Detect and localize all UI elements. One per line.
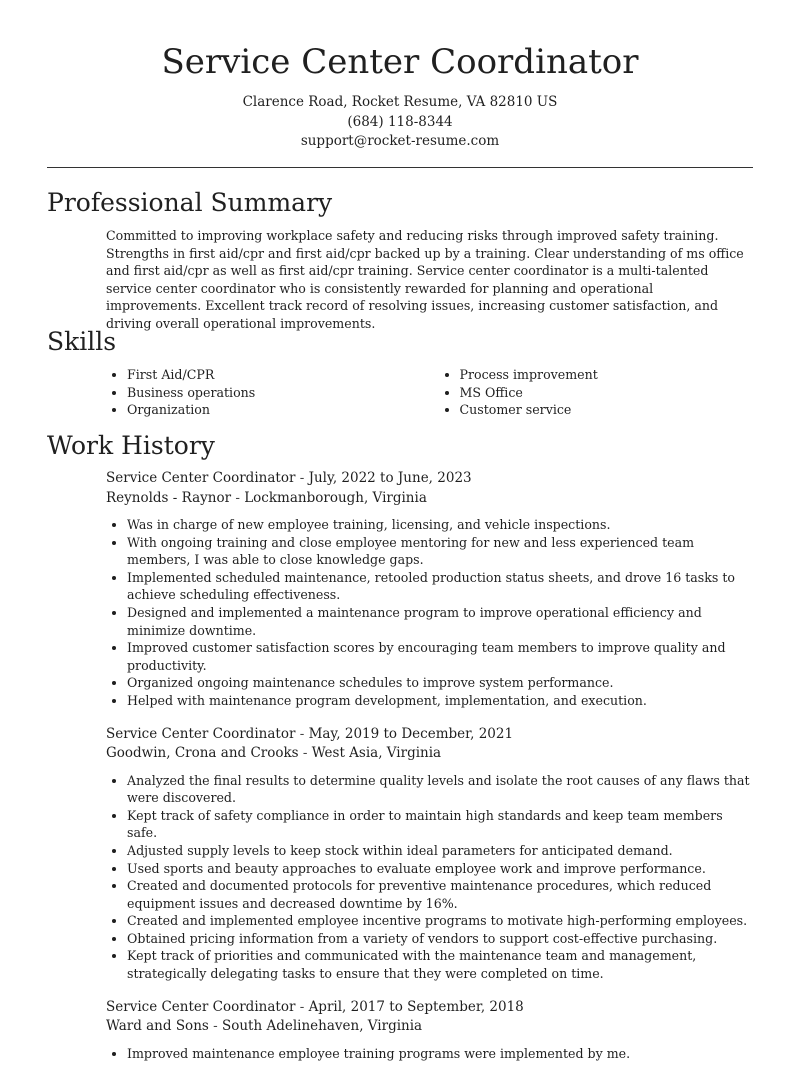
job-title: Service Center Coordinator xyxy=(106,470,296,486)
job-bullets xyxy=(106,1045,751,1063)
job-dates: July, 2022 to June, 2023 xyxy=(308,470,472,486)
skills-column-right xyxy=(439,366,752,419)
contact-info xyxy=(47,93,753,152)
skills-heading: Skills xyxy=(47,327,117,356)
job-company: Ward and Sons xyxy=(106,1018,209,1035)
job-bullet: • Obtained pricing information from a variety of vendors to support cost-effective purchasing. xyxy=(127,930,751,948)
summary-text: Committed to improving workplace safety and reducing risks through improved safety training. Strengths in first aid/cpr and first aid/cpr backed up by a training. Clear understanding of ms office and first aid/cpr as well as first aid/cpr training. Service center coordinator is a multi-talented service center coordinator who is consistently rewarded for planning and operational improvements. Excellent track record of resolving issues, increasing customer satisfaction, and driving overall operational improvements. xyxy=(106,228,744,331)
job-bullet: • Improved maintenance employee training programs were implemented by me. xyxy=(127,1045,751,1063)
skill-item: • First Aid/CPR xyxy=(127,366,419,384)
skills-list xyxy=(106,366,751,419)
job-bullet: • Created and implemented employee incentive programs to motivate high-performing employees. xyxy=(127,912,751,930)
work-history-heading: Work History xyxy=(47,431,215,460)
job-bullet: • Implemented scheduled maintenance, retooled production status sheets, and drove 16 tasks to achieve scheduling effectiveness. xyxy=(127,569,751,604)
job-location: Lockmanborough, Virginia xyxy=(244,489,427,506)
job-bullet: • Improved customer satisfaction scores by encouraging team members to improve quality and productivity. xyxy=(127,639,751,674)
skill-item: • Customer service xyxy=(460,401,752,419)
skill-item: • MS Office xyxy=(460,384,752,402)
job-bullet: • Adjusted supply levels to keep stock within ideal parameters for anticipated demand. xyxy=(127,842,751,860)
separator: - xyxy=(208,1018,222,1035)
job-employer xyxy=(106,489,751,509)
job-entry xyxy=(106,998,751,1063)
work-history-list xyxy=(106,469,751,1077)
job-heading xyxy=(106,998,751,1018)
job-bullet: • Designed and implemented a maintenance program to improve operational efficiency and minimize downtime. xyxy=(127,604,751,639)
job-bullet: • Organized ongoing maintenance schedules to improve system performance. xyxy=(127,674,751,692)
job-bullet: • Created and documented protocols for preventive maintenance procedures, which reduced equipment issues and decreased downtime by 16%. xyxy=(127,877,751,912)
job-title: Service Center Coordinator xyxy=(106,998,296,1015)
separator: - xyxy=(231,489,245,506)
job-title: Service Center Coordinator xyxy=(106,725,296,742)
job-dates: May, 2019 to December, 2021 xyxy=(308,725,514,742)
job-entry xyxy=(106,725,751,983)
job-location: South Adelinehaven, Virginia xyxy=(221,1018,423,1035)
skills-column-left xyxy=(106,366,419,419)
job-heading xyxy=(106,469,751,489)
summary-heading: Professional Summary xyxy=(47,188,333,217)
contact-address: Clarence Road, Rocket Resume, VA 82810 US xyxy=(242,94,558,110)
contact-phone: (684) 118-8344 xyxy=(347,113,453,130)
job-entry xyxy=(106,469,751,710)
job-company: Reynolds - Raynor xyxy=(106,489,232,506)
job-company: Goodwin, Crona and Crooks xyxy=(106,745,299,762)
job-employer xyxy=(106,744,751,764)
job-bullets xyxy=(106,772,751,983)
job-bullet: • Kept track of safety compliance in order to maintain high standards and keep team members safe. xyxy=(127,807,751,842)
job-bullets xyxy=(106,516,751,710)
separator: - xyxy=(295,725,309,742)
job-employer xyxy=(106,1017,751,1037)
separator: - xyxy=(298,745,312,762)
job-dates: April, 2017 to September, 2018 xyxy=(308,998,524,1015)
job-bullet: • Used sports and beauty approaches to evaluate employee work and improve performance. xyxy=(127,860,751,878)
job-bullet: • With ongoing training and close employee mentoring for new and less experienced team members, I was able to close knowledge gaps. xyxy=(127,534,751,569)
skill-item: • Business operations xyxy=(127,384,419,402)
job-bullet: • Kept track of priorities and communicated with the maintenance team and management, strategically delegating tasks to ensure that they were completed on time. xyxy=(127,947,751,982)
skill-item: • Process improvement xyxy=(460,366,752,384)
job-bullet: • Analyzed the final results to determine quality levels and isolate the root causes of any flaws that were discovered. xyxy=(127,772,751,807)
header-divider xyxy=(47,167,753,168)
job-bullet: • Helped with maintenance program development, implementation, and execution. xyxy=(127,692,751,710)
contact-email[interactable]: support@rocket-resume.com xyxy=(300,133,500,149)
skill-item: • Organization xyxy=(127,401,419,419)
resume-name: Service Center Coordinator xyxy=(161,42,639,82)
job-heading xyxy=(106,725,751,745)
separator: - xyxy=(295,998,309,1015)
separator: - xyxy=(295,470,309,486)
job-bullet: • Was in charge of new employee training, licensing, and vehicle inspections. xyxy=(127,516,751,534)
job-location: West Asia, Virginia xyxy=(311,745,442,762)
